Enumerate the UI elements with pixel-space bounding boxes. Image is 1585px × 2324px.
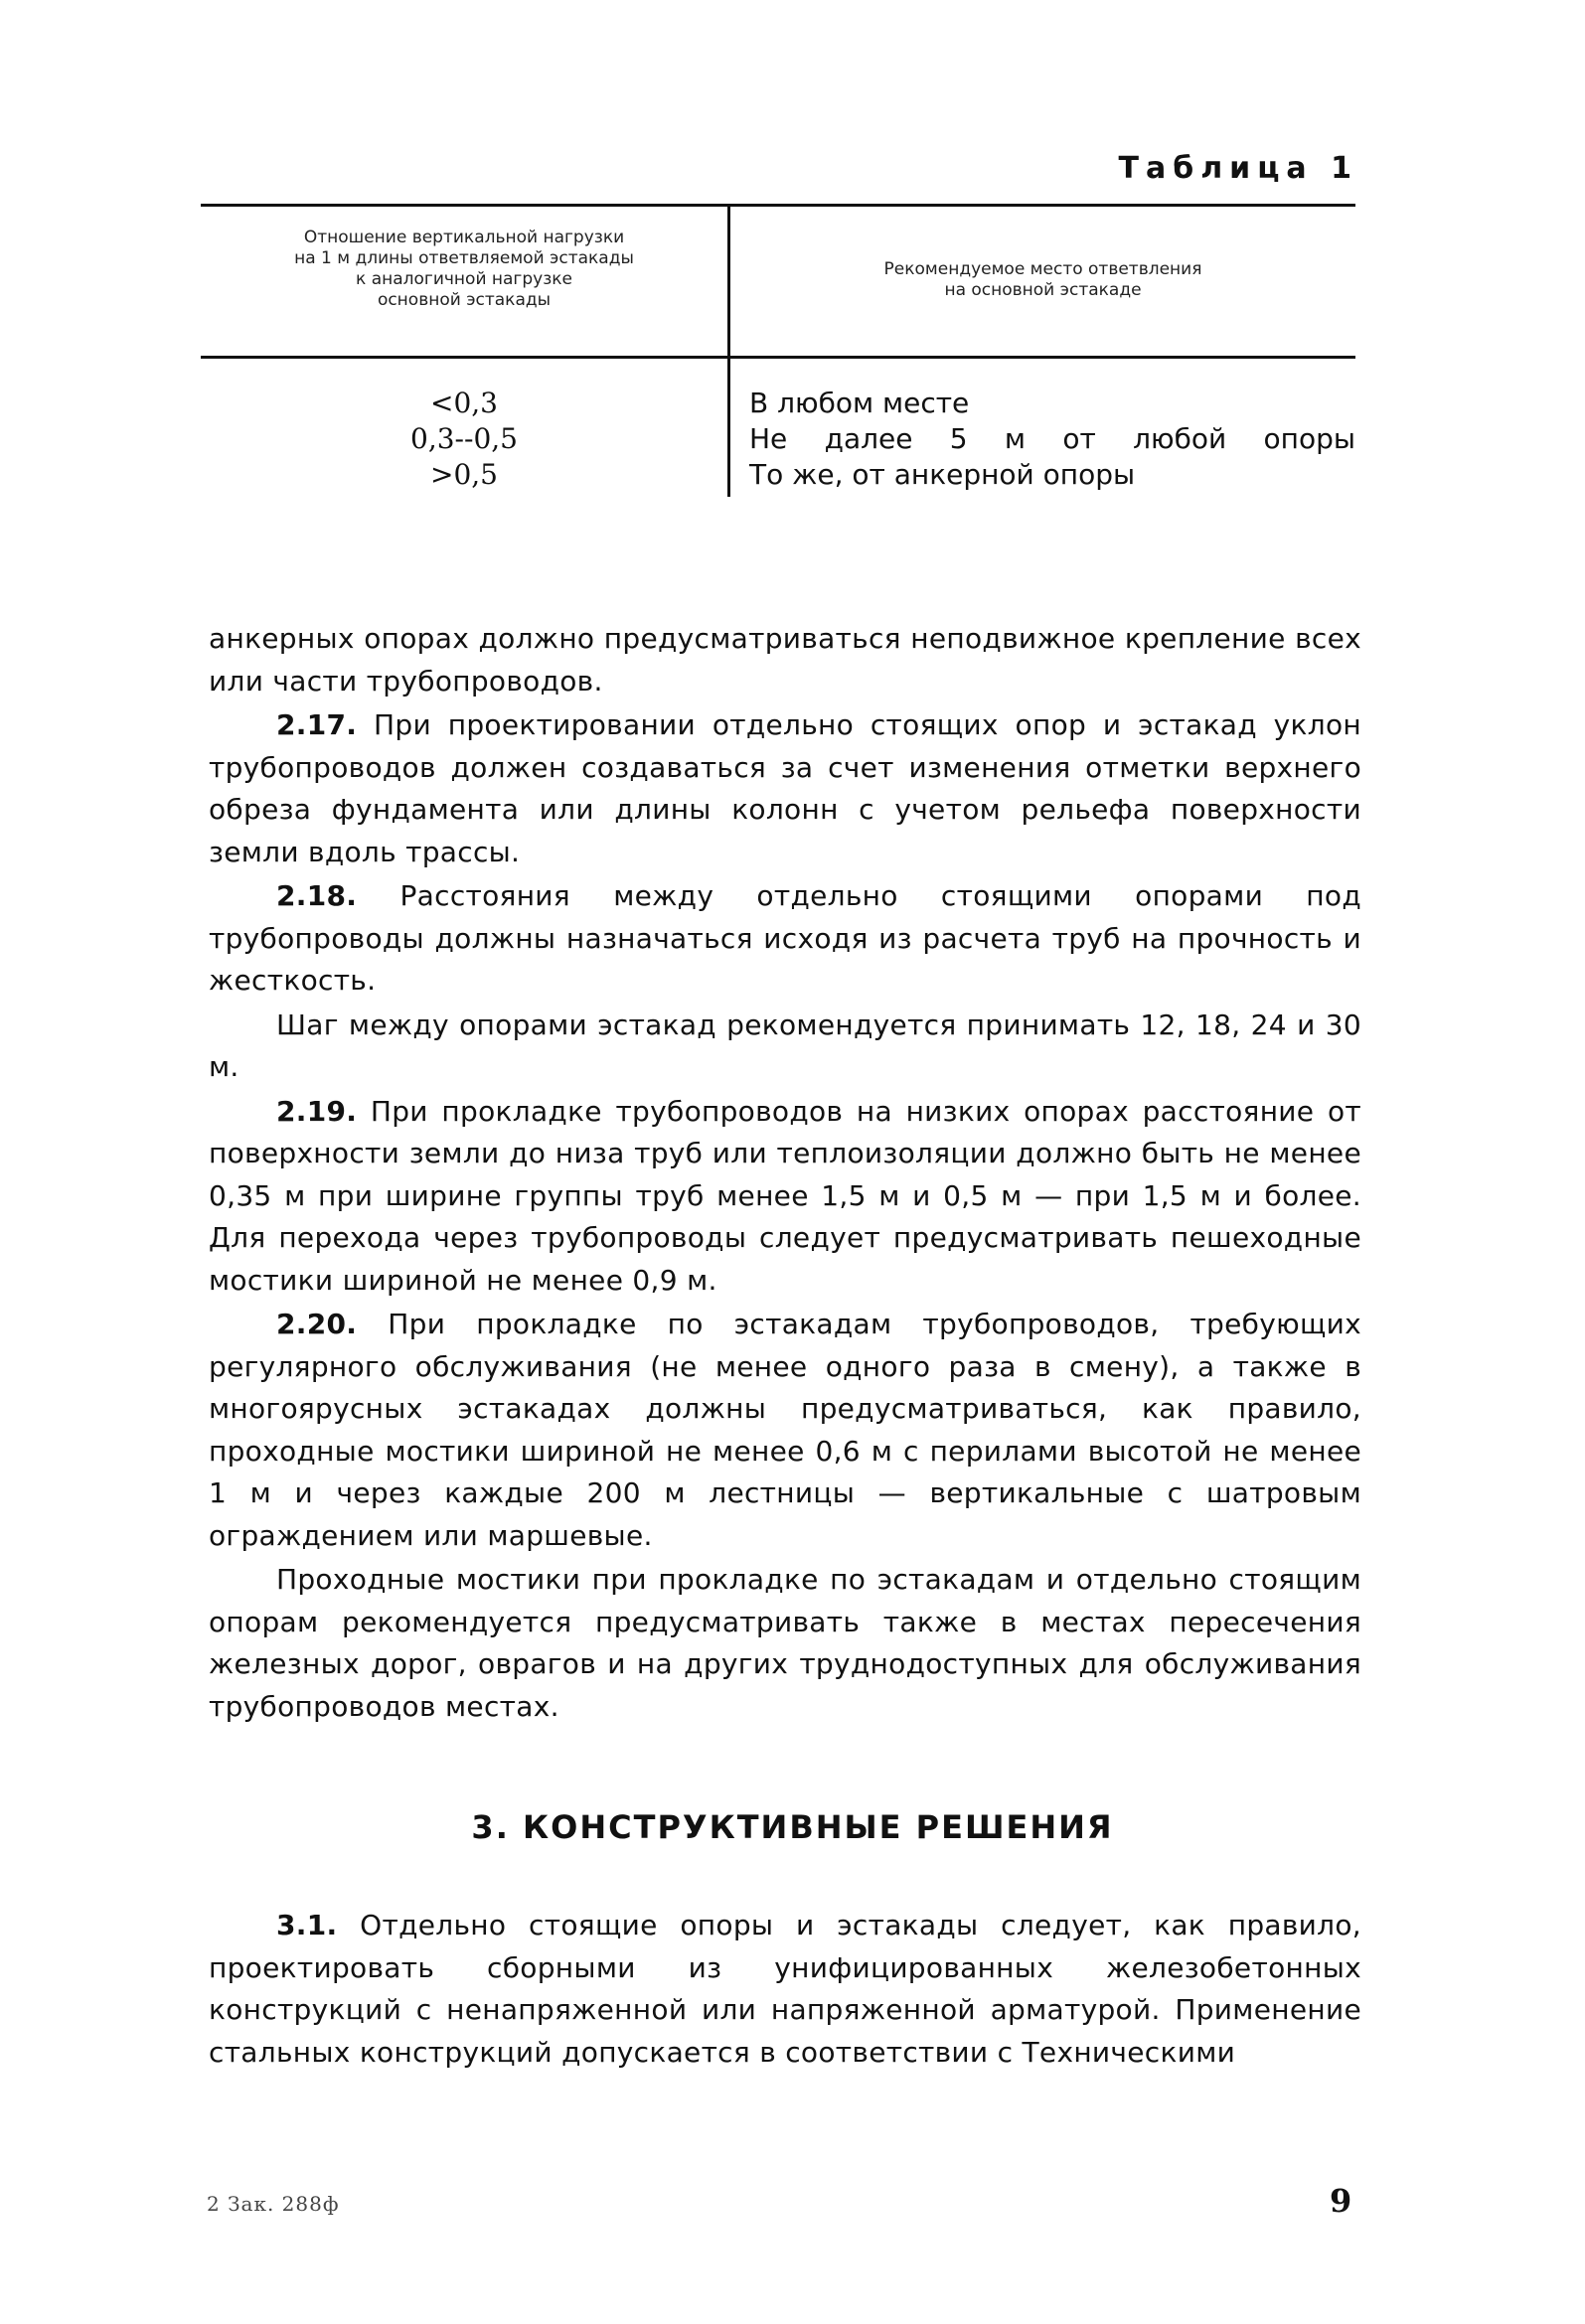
header-right-line: на основной эстакаде [944, 280, 1142, 300]
print-order-mark: 2 Зак. 288ф [207, 2192, 340, 2216]
clause-text: При прокладке трубопроводов на низких опорах расстояние от поверхности земли до низа труб или теплоизоляции должно быть не менее 0,35 м при ширине группы труб менее 1,5 м и 0,5 м — при 1,5 м и более. Для перехода через трубопроводы следует предусматривать пешеходные мостики шириной не менее 0,9 м. [209, 1094, 1362, 1297]
table-cell-place: То же, от анкерной опоры [749, 458, 1136, 491]
table-top-rule [201, 204, 1355, 207]
place-word: Не [749, 422, 788, 455]
table-ratio-column [201, 386, 727, 493]
place-word: 5 [949, 422, 968, 455]
clause-number: 2.19. [276, 1094, 358, 1128]
section-body-text [209, 1905, 1361, 2074]
clause-text: При проектировании отдельно стоящих опор и эстакад уклон трубопроводов должен создаваться за счет изменения отметки верхнего обреза фундамента или длины колонн с учетом рельефа поверхности земли вдоль трассы. [209, 708, 1361, 868]
table-cell-place [749, 421, 1355, 457]
clause-text: Расстояния между отдельно стоящими опорами под трубопроводы должны назначаться исходя из расчета труб на прочность и жесткость. [209, 879, 1362, 997]
header-left-line: основной эстакады [377, 290, 552, 310]
place-word: от [1062, 422, 1096, 455]
clause-text: Отдельно стоящие опоры и эстакады следует, как правило, проектировать сборными из унифицированных железобетонных конструкций с ненапряженной или напряженной арматурой. Применение стальных конструкций допускается в соответствии с Техническими [209, 1909, 1361, 2069]
table-header-ratio [201, 228, 727, 311]
clause-number: 2.20. [276, 1308, 358, 1340]
table-place-column [749, 386, 1355, 493]
paragraph-2-18 [209, 875, 1361, 1003]
table-header-rule [201, 356, 1355, 359]
clause-number: 2.18. [276, 879, 358, 912]
section-heading: 3. КОНСТРУКТИВНЫЕ РЕШЕНИЯ [471, 1808, 1114, 1846]
body-text [209, 618, 1361, 1730]
table-cell-ratio: >0,5 [430, 458, 498, 491]
table-caption: Таблица 1 [1118, 151, 1358, 186]
page-number: 9 [1330, 2182, 1352, 2220]
header-right-line: Рекомендуемое место ответвления [883, 259, 1202, 279]
paragraph-3-1 [209, 1905, 1361, 2074]
paragraph-bridges: Проходные мостики при прокладке по эстакадам и отдельно стоящим опорам рекомендуется предусматривать также в местах пересечения железных дорог, оврагов и на других труднодоступных для обслуживания трубопроводов местах. [209, 1563, 1361, 1723]
header-left-line: Отношение вертикальной нагрузки [303, 228, 625, 247]
clause-number: 2.17. [276, 708, 358, 741]
table-cell-ratio: <0,3 [430, 387, 498, 419]
clause-number: 3.1. [276, 1909, 338, 1941]
place-word: любой [1133, 422, 1227, 455]
paragraph-2-20 [209, 1304, 1361, 1557]
table-column-divider [727, 204, 730, 497]
table-cell-place: В любом месте [749, 387, 970, 419]
header-left-line: на 1 м длины ответвляемой эстакады [294, 248, 634, 268]
paragraph-2-19 [209, 1091, 1361, 1303]
clause-text: При прокладке по эстакадам трубопроводов, требующих регулярного обслуживания (не менее одного раза в смену), а также в многоярусных эстакадах должны предусматриваться, как правило, проходные мостики шириной не менее 0,6 м с перилами высотой не менее 1 м и через каждые 200 м лестницы — вертикальные с шатровым ограждением или маршевые. [209, 1308, 1362, 1552]
paragraph-step: Шаг между опорами эстакад рекомендуется принимать 12, 18, 24 и 30 м. [209, 1007, 1361, 1083]
table-header-place [730, 259, 1355, 301]
place-word: далее [824, 422, 913, 455]
table-cell-ratio: 0,3--0,5 [410, 422, 518, 455]
paragraph-2-17 [209, 704, 1361, 873]
place-word: опоры [1263, 422, 1355, 455]
header-left-line: к аналогичной нагрузке [356, 269, 572, 289]
paragraph-continuation: анкерных опорах должно предусматриваться неподвижное крепление всех или части трубопроводов. [209, 622, 1361, 697]
place-word: м [1004, 422, 1027, 455]
